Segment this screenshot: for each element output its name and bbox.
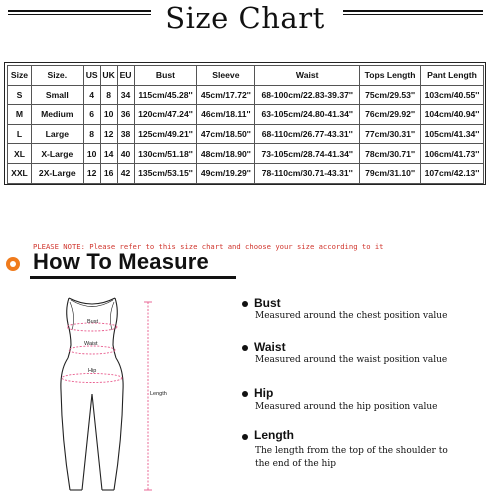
table-cell: 2X-Large: [31, 163, 83, 183]
header-cell: Tops Length: [360, 66, 421, 86]
table-cell: X-Large: [31, 144, 83, 164]
table-cell: 34: [117, 85, 134, 105]
table-cell: 75cm/29.53'': [360, 85, 421, 105]
figure-label-bust: Bust: [87, 319, 99, 325]
measure-desc: the end of the hip: [255, 459, 336, 469]
table-cell: 135cm/53.15'': [134, 163, 197, 183]
table-cell: S: [8, 85, 32, 105]
table-cell: 10: [83, 144, 100, 164]
table-cell: 49cm/19.29'': [197, 163, 255, 183]
table-row: [8, 85, 484, 105]
bullet-icon: [242, 391, 248, 397]
header-cell: Size: [8, 66, 32, 86]
table-row: [8, 144, 484, 164]
measure-title: Hip: [254, 386, 274, 400]
measure-title: Length: [254, 428, 294, 442]
bullet-icon: [242, 301, 248, 307]
table-cell: 106cm/41.73'': [421, 144, 484, 164]
table-cell: 46cm/18.11'': [197, 105, 255, 125]
table-cell: 73-105cm/28.74-41.34'': [255, 144, 360, 164]
table-cell: 45cm/17.72'': [197, 85, 255, 105]
table-cell: M: [8, 105, 32, 125]
measure-title: Bust: [254, 296, 281, 310]
table-cell: 8: [83, 124, 100, 144]
table-cell: 107cm/42.13'': [421, 163, 484, 183]
table-cell: 36: [117, 105, 134, 125]
header-cell: Sleeve: [197, 66, 255, 86]
header-cell: UK: [100, 66, 117, 86]
table-cell: 130cm/51.18'': [134, 144, 197, 164]
heading-underline: [30, 276, 236, 279]
table-cell: 120cm/47.24'': [134, 105, 197, 125]
jumpsuit-figure: [40, 290, 190, 495]
table-row: [8, 105, 484, 125]
table-cell: Large: [31, 124, 83, 144]
table-cell: 12: [83, 163, 100, 183]
header-cell: Size.: [31, 66, 83, 86]
size-table-header-row: [8, 66, 484, 86]
table-cell: 105cm/41.34'': [421, 124, 484, 144]
table-cell: 68-110cm/26.77-43.31'': [255, 124, 360, 144]
table-cell: 14: [100, 144, 117, 164]
table-cell: XL: [8, 144, 32, 164]
table-cell: 16: [100, 163, 117, 183]
table-cell: 78cm/30.71'': [360, 144, 421, 164]
table-cell: 6: [83, 105, 100, 125]
table-row: [8, 163, 484, 183]
table-cell: 8: [100, 85, 117, 105]
table-cell: 77cm/30.31'': [360, 124, 421, 144]
figure-label-length: Length: [150, 391, 167, 397]
table-cell: 47cm/18.50'': [197, 124, 255, 144]
table-cell: 79cm/31.10'': [360, 163, 421, 183]
size-note: PLEASE NOTE: Please refer to this size chart and choose your size according to it: [33, 242, 384, 251]
header-cell: Waist: [255, 66, 360, 86]
table-cell: 12: [100, 124, 117, 144]
table-cell: 125cm/49.21'': [134, 124, 197, 144]
measure-desc: The length from the top of the shoulder to: [255, 446, 448, 456]
page-title: Size Chart: [165, 1, 325, 35]
table-cell: XXL: [8, 163, 32, 183]
measure-desc: Measured around the hip position value: [255, 402, 438, 412]
table-row: [8, 124, 484, 144]
size-table: [7, 65, 484, 184]
table-cell: 115cm/45.28'': [134, 85, 197, 105]
table-cell: 40: [117, 144, 134, 164]
table-cell: 76cm/29.92'': [360, 105, 421, 125]
table-cell: 78-110cm/30.71-43.31'': [255, 163, 360, 183]
table-cell: 48cm/18.90'': [197, 144, 255, 164]
header-cell: US: [83, 66, 100, 86]
measure-desc: Measured around the waist position value: [255, 355, 448, 365]
table-cell: 4: [83, 85, 100, 105]
table-cell: 103cm/40.55'': [421, 85, 484, 105]
measure-title: Waist: [254, 340, 286, 354]
circle-bullet-icon: [6, 257, 20, 271]
header-cell: EU: [117, 66, 134, 86]
measure-desc: Measured around the chest position value: [255, 311, 448, 321]
table-cell: 63-105cm/24.80-41.34'': [255, 105, 360, 125]
header-cell: Bust: [134, 66, 197, 86]
table-cell: Small: [31, 85, 83, 105]
table-cell: 68-100cm/22.83-39.37'': [255, 85, 360, 105]
size-chart-header: [0, 0, 490, 38]
bullet-icon: [242, 345, 248, 351]
header-cell: Pant Length: [421, 66, 484, 86]
table-cell: 10: [100, 105, 117, 125]
table-cell: 42: [117, 163, 134, 183]
bullet-icon: [242, 434, 248, 440]
table-cell: 38: [117, 124, 134, 144]
figure-label-waist: Waist: [84, 341, 98, 347]
how-to-measure-title: How To Measure: [33, 249, 209, 274]
table-cell: L: [8, 124, 32, 144]
jumpsuit-outline-icon: [40, 290, 190, 495]
table-cell: Medium: [31, 105, 83, 125]
table-cell: 104cm/40.94'': [421, 105, 484, 125]
figure-label-hip: Hip: [88, 368, 97, 374]
